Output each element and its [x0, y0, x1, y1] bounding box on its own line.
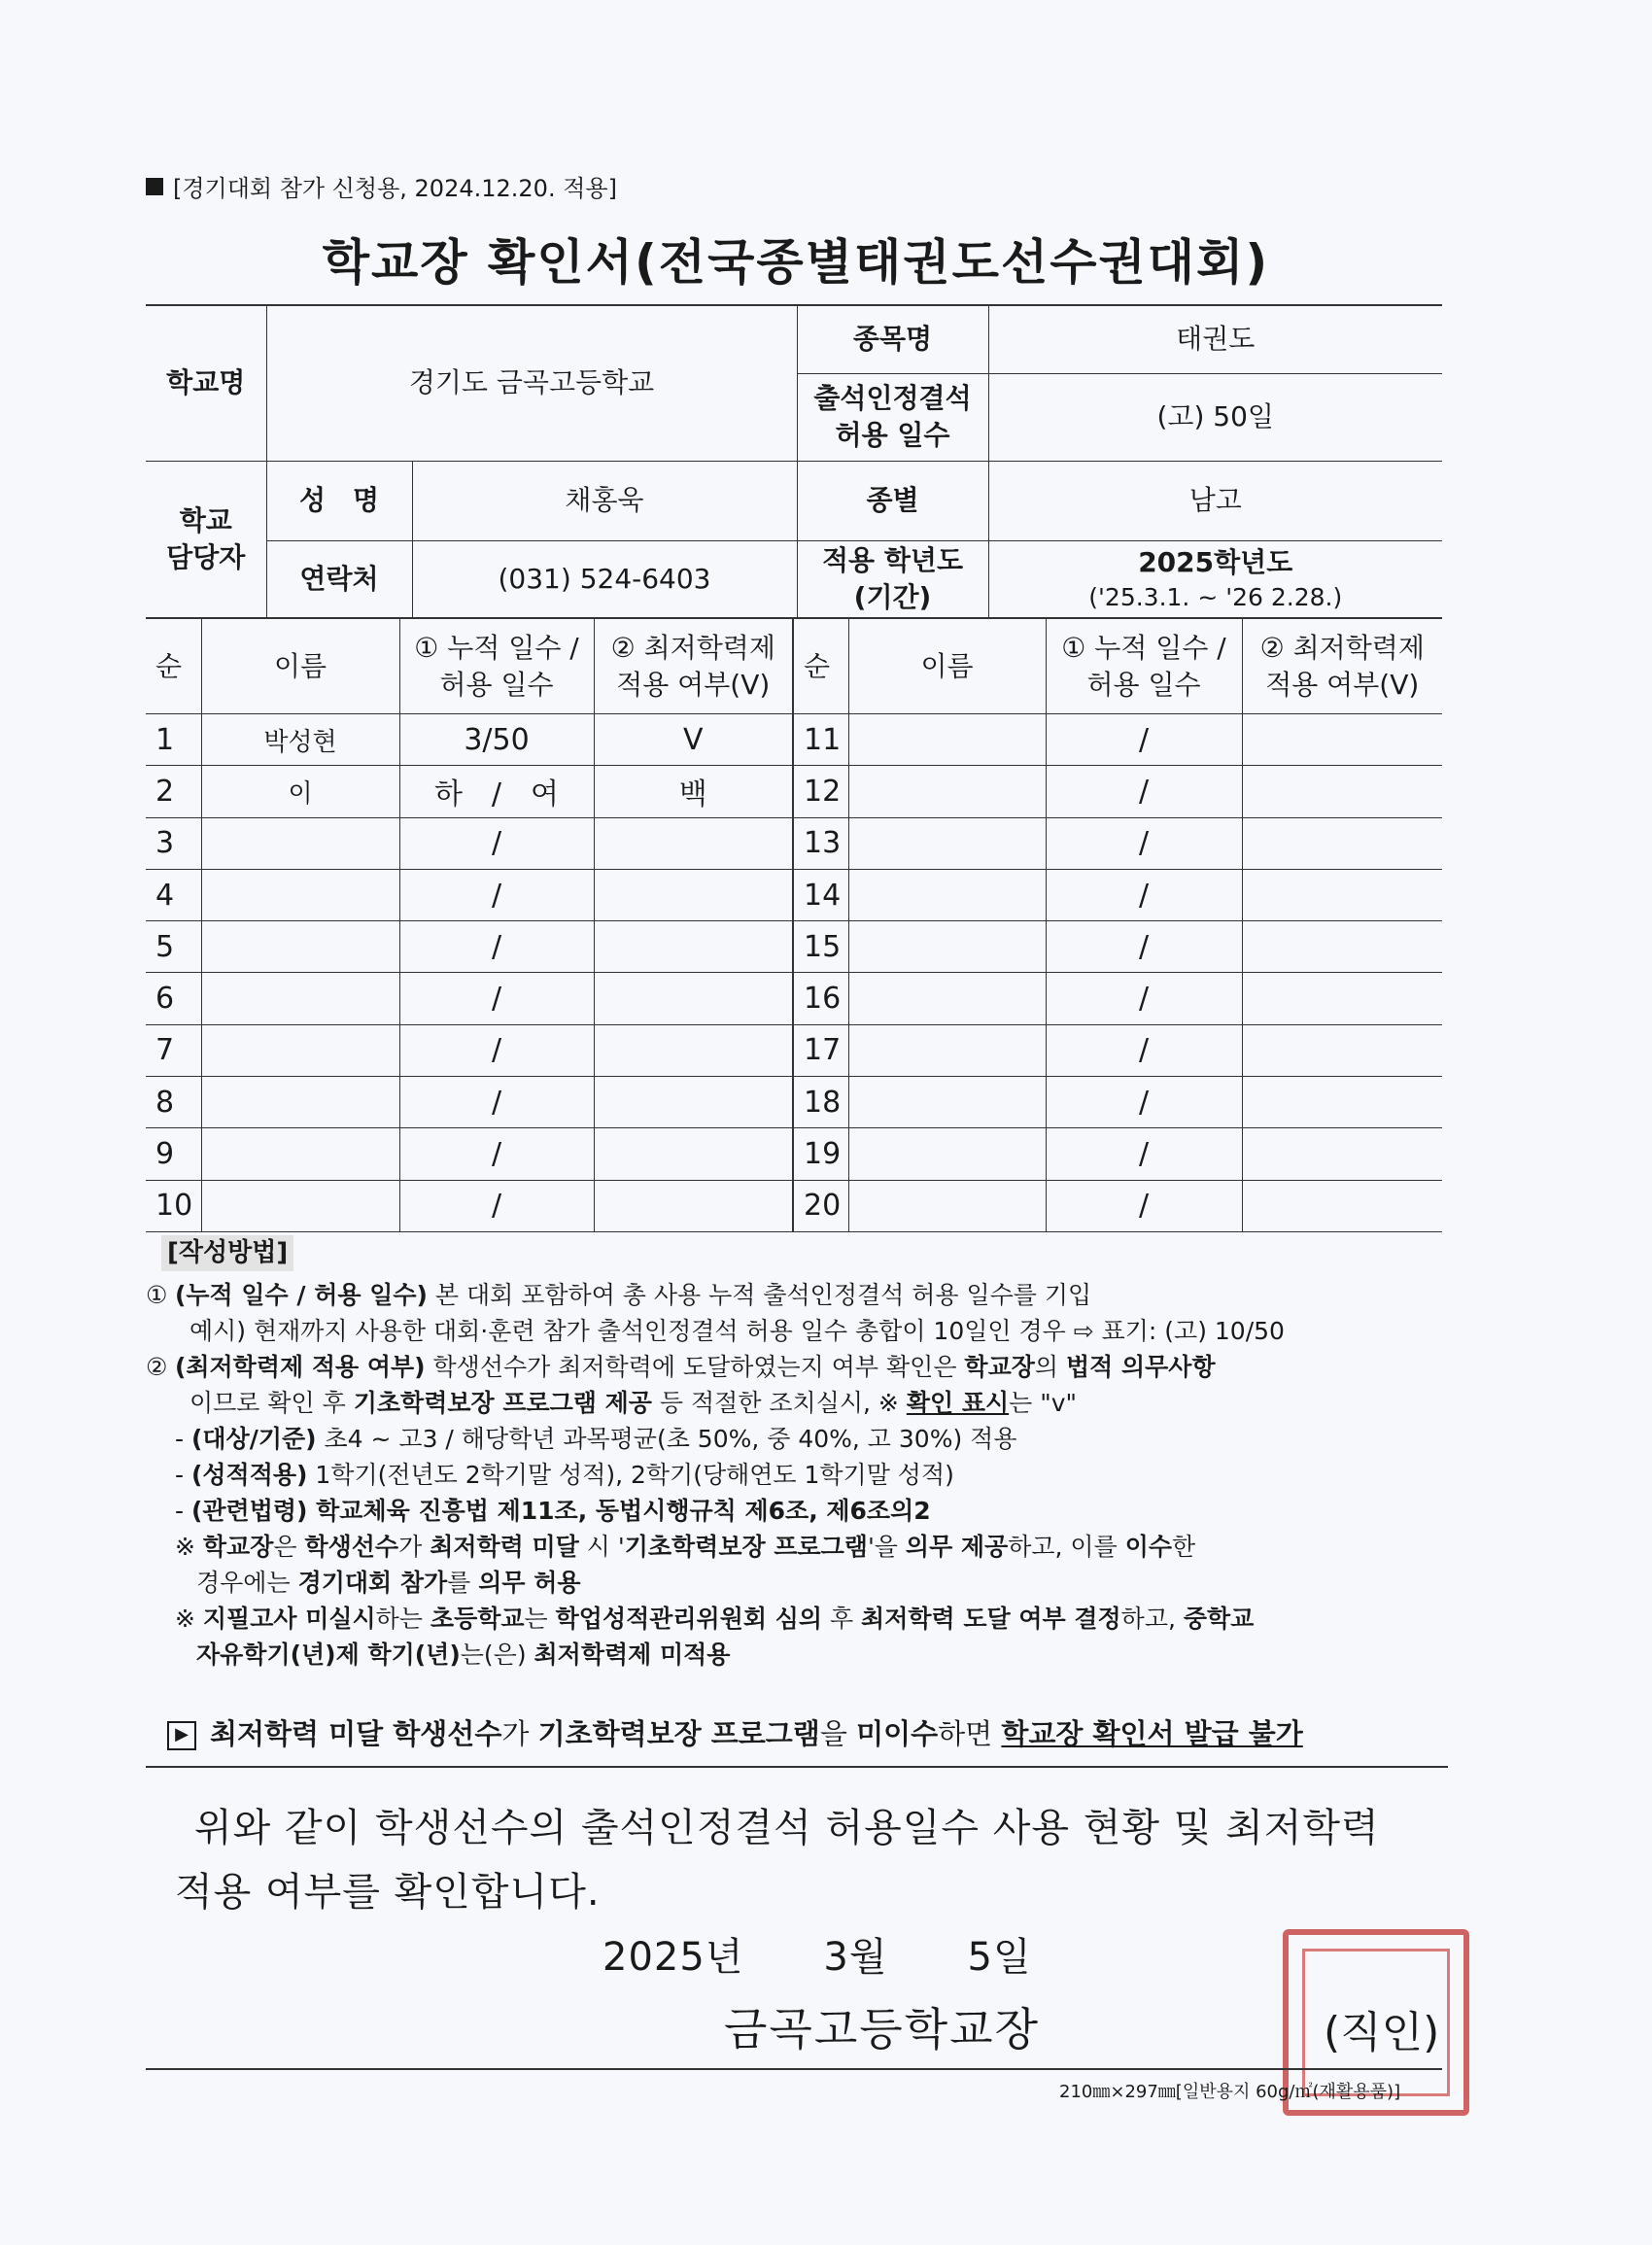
roster-days: 3/50 — [399, 714, 594, 766]
roster-name-2 — [848, 973, 1046, 1024]
instruction-2-bold-b: 학교장 — [964, 1353, 1035, 1381]
header-min — [594, 618, 793, 714]
arrow-box-icon: ▶ — [167, 1721, 196, 1750]
roster-no: 4 — [146, 869, 201, 920]
header-days-2 — [1046, 618, 1242, 714]
instruction-2-title: (최저학력제 적용 여부) — [174, 1353, 426, 1381]
roster-row — [146, 1128, 1442, 1180]
roster-min-2 — [1242, 1128, 1442, 1180]
roster-no-2: 20 — [793, 1180, 848, 1231]
instruction-2-line2 — [146, 1385, 1448, 1421]
roster-name-2 — [848, 1024, 1046, 1076]
roster-days-2: / — [1046, 921, 1242, 973]
roster-no-2: 18 — [793, 1077, 848, 1128]
roster-row — [146, 973, 1442, 1024]
roster-days: / — [399, 869, 594, 920]
roster-days: / — [399, 817, 594, 869]
note-1-line2-a: 경우에는 — [196, 1569, 298, 1597]
final-note-d: 을 — [819, 1717, 857, 1750]
roster-row — [146, 714, 1442, 766]
roster-days: 하 / 여 — [399, 766, 594, 817]
confirmation-line-2: 적용 여부를 확인합니다. — [175, 1870, 601, 1915]
roster-row — [146, 1180, 1442, 1231]
roster-no: 2 — [146, 766, 201, 817]
year-label-line1: 적용 학년도 — [822, 544, 963, 577]
roster-name-2 — [848, 714, 1046, 766]
issue-date: 2025년 3월 5일 — [602, 1935, 1032, 1980]
instruction-2-line2-bold: 기초학력보장 프로그램 제공 — [353, 1389, 652, 1417]
roster-days: / — [399, 973, 594, 1024]
note-2-line2-b: 는(은) — [460, 1641, 534, 1669]
roster-no-2: 14 — [793, 869, 848, 920]
instruction-1-title: (누적 일수 / 허용 일수) — [174, 1281, 428, 1309]
instruction-1-example: 예시) 현재까지 사용한 대회·훈련 참가 출석인정결석 허용 일수 총합이 10일인 경우 ⇨ 표기: (고) 10/50 — [189, 1317, 1285, 1345]
note-1-i: 의무 제공 — [905, 1533, 1009, 1561]
final-note-b: 가 — [501, 1717, 538, 1750]
header-min-2-line1: ② 최저학력제 — [1259, 631, 1425, 664]
final-note-c: 기초학력보장 프로그램 — [537, 1717, 820, 1750]
roster-no-2: 13 — [793, 817, 848, 869]
note-1-a: 학교장 — [202, 1533, 274, 1561]
manager-label-line2: 담당자 — [166, 541, 246, 573]
roster-name-2 — [848, 1128, 1046, 1180]
header-min-2-line2: 적용 여부(V) — [1265, 668, 1420, 701]
header-note-text: [경기대회 참가 신청용, 2024.12.20. 적용] — [173, 175, 617, 202]
roster-name: 박성현 — [201, 714, 399, 766]
roster-min — [594, 1077, 793, 1128]
note-1-e: 최저학력 미달 — [430, 1533, 579, 1561]
note-1-h: '을 — [867, 1533, 906, 1561]
note-2-c: 초등학교 — [430, 1605, 525, 1633]
instruction-sub-1 — [146, 1421, 1448, 1457]
absence-value: (고) 50일 — [988, 373, 1442, 461]
header-days-2-line1: ① 누적 일수 / — [1061, 631, 1226, 664]
instruction-2-line2-b: 등 적절한 조치실시, ※ — [651, 1389, 907, 1417]
instructions-heading: [작성방법] — [161, 1235, 293, 1271]
header-days-line1: ① 누적 일수 / — [414, 631, 579, 664]
year-period: ('25.3.1. ~ '26 2.28.) — [1088, 583, 1343, 612]
roster-name — [201, 921, 399, 973]
reference-mark-2: ※ — [175, 1605, 195, 1633]
roster-no-2: 15 — [793, 921, 848, 973]
note-2-f: 후 — [822, 1605, 862, 1633]
note-1-b: 은 — [273, 1533, 305, 1561]
roster-min-2 — [1242, 1024, 1442, 1076]
instruction-note-1-line2 — [146, 1565, 1448, 1601]
year-label-line2: (기간) — [853, 581, 932, 613]
roster-days: / — [399, 1180, 594, 1231]
instruction-2-text-b: 의 — [1034, 1353, 1066, 1381]
note-2-line2-c: 최저학력제 미적용 — [533, 1641, 731, 1669]
confirmation-text — [175, 1796, 1438, 1924]
roster-min — [594, 1024, 793, 1076]
roster-no: 8 — [146, 1077, 201, 1128]
roster-min-2 — [1242, 766, 1442, 817]
note-2-line2-a: 자유학기(년)제 학기(년) — [196, 1641, 461, 1669]
contact-value: (031) 524-6403 — [412, 540, 797, 618]
contact-label: 연락처 — [266, 540, 412, 618]
roster-days: / — [399, 1024, 594, 1076]
manager-label-line1: 학교 — [179, 504, 232, 537]
roster-name — [201, 1024, 399, 1076]
note-1-f: 시 ' — [578, 1533, 625, 1561]
roster-name — [201, 1077, 399, 1128]
roster-no: 7 — [146, 1024, 201, 1076]
absence-label-line2: 허용 일수 — [835, 419, 950, 451]
roster-min — [594, 817, 793, 869]
name-value: 채홍욱 — [412, 461, 797, 540]
sub-3-title: (관련법령) 학교체육 진흥법 제11조, 동법시행규칙 제6조, 제6조의2 — [190, 1497, 931, 1525]
instruction-2 — [146, 1349, 1448, 1385]
instruction-2-bold-c: 법적 의무사항 — [1065, 1353, 1216, 1381]
confirmation-line-1: 위와 같이 학생선수의 출석인정결석 허용일수 사용 현황 및 최저학력 — [194, 1806, 1380, 1850]
division-value: 남고 — [988, 461, 1442, 540]
roster-no-2: 17 — [793, 1024, 848, 1076]
instruction-note-2-line2 — [146, 1637, 1448, 1673]
header-days — [399, 618, 594, 714]
roster-no: 5 — [146, 921, 201, 973]
roster-no-2: 12 — [793, 766, 848, 817]
roster-name — [201, 1128, 399, 1180]
square-bullet-icon — [146, 178, 163, 195]
roster-no: 9 — [146, 1128, 201, 1180]
roster-days: / — [399, 1077, 594, 1128]
roster-no: 1 — [146, 714, 201, 766]
division-label: 종별 — [797, 461, 988, 540]
roster-min-2 — [1242, 921, 1442, 973]
roster-min-2 — [1242, 869, 1442, 920]
roster-no: 6 — [146, 973, 201, 1024]
roster-min-2 — [1242, 817, 1442, 869]
roster-name-2 — [848, 869, 1046, 920]
header-days-2-line2: 허용 일수 — [1086, 668, 1201, 701]
roster-days: / — [399, 921, 594, 973]
roster-name-2 — [848, 1180, 1046, 1231]
school-label: 학교명 — [146, 305, 266, 461]
roster-no-2: 19 — [793, 1128, 848, 1180]
roster-min — [594, 973, 793, 1024]
circled-two-icon: ② — [146, 1353, 168, 1381]
header-min-2 — [1242, 618, 1442, 714]
roster-no-2: 11 — [793, 714, 848, 766]
roster-min-2 — [1242, 1077, 1442, 1128]
note-1-j: 하고, 이를 — [1008, 1533, 1125, 1561]
note-1-line2-d: 의무 허용 — [478, 1569, 581, 1597]
note-2-h: 하고, — [1120, 1605, 1184, 1633]
instruction-note-2 — [146, 1601, 1448, 1637]
roster-name-2 — [848, 817, 1046, 869]
header-days-line2: 허용 일수 — [439, 668, 554, 701]
roster-no: 10 — [146, 1180, 201, 1231]
note-2-d: 는 — [524, 1605, 556, 1633]
final-note-a: 최저학력 미달 학생선수 — [210, 1717, 502, 1750]
event-value: 태권도 — [988, 305, 1442, 373]
note-2-a: 지필고사 미실시 — [202, 1605, 376, 1633]
final-note — [146, 1712, 1448, 1768]
reference-mark-1: ※ — [175, 1533, 195, 1561]
note-2-b: 하는 — [375, 1605, 430, 1633]
header-min-line2: 적용 여부(V) — [616, 668, 771, 701]
dash-2: - — [175, 1461, 185, 1489]
roster-name — [201, 869, 399, 920]
note-2-e: 학업성적관리위원회 심의 — [555, 1605, 822, 1633]
sub-2-title: (성적적용) — [190, 1461, 308, 1489]
name-label: 성 명 — [266, 461, 412, 540]
note-1-k: 이수 — [1124, 1533, 1172, 1561]
roster-no-2: 16 — [793, 973, 848, 1024]
event-label: 종목명 — [797, 305, 988, 373]
note-1-line2-c: 를 — [447, 1569, 479, 1597]
header-min-line1: ② 최저학력제 — [610, 631, 775, 664]
info-table — [146, 304, 1442, 619]
roster-min — [594, 1180, 793, 1231]
header-name: 이름 — [201, 618, 399, 714]
instruction-1 — [146, 1277, 1448, 1313]
dash-3: - — [175, 1497, 185, 1525]
roster-min — [594, 921, 793, 973]
roster-days-2: / — [1046, 766, 1242, 817]
seal-label: (직인) — [1324, 2008, 1440, 2057]
year-value-cell — [988, 540, 1442, 618]
header-note — [146, 169, 617, 203]
roster-name — [201, 1180, 399, 1231]
roster-min-2 — [1242, 714, 1442, 766]
roster-min — [594, 1128, 793, 1180]
roster-row — [146, 1077, 1442, 1128]
roster-days-2: / — [1046, 1024, 1242, 1076]
note-1-line2-b: 경기대회 참가 — [297, 1569, 448, 1597]
sub-1-title: (대상/기준) — [190, 1425, 317, 1453]
instruction-2-line2-c: 는 "v" — [1009, 1389, 1078, 1417]
manager-label — [146, 461, 266, 618]
roster-row — [146, 921, 1442, 973]
roster-row — [146, 766, 1442, 817]
roster-min — [594, 869, 793, 920]
document-title: 학교장 확인서(전국종별태권도선수권대회) — [322, 234, 1270, 291]
roster-min-2 — [1242, 973, 1442, 1024]
roster-name-2 — [848, 1077, 1046, 1128]
year-value: 2025학년도 — [1138, 546, 1293, 579]
sub-2-text: 1학기(전년도 2학기말 성적), 2학기(당해연도 1학기말 성적) — [307, 1461, 954, 1489]
final-note-e: 미이수 — [856, 1717, 939, 1750]
year-label — [797, 540, 988, 618]
dash-1: - — [175, 1425, 185, 1453]
paper-spec-note: 210㎜×297㎜[일반용지 60g/㎡(재활용품)] — [1059, 2082, 1401, 2102]
roster-days-2: / — [1046, 869, 1242, 920]
note-1-d: 가 — [398, 1533, 430, 1561]
header-name-2: 이름 — [848, 618, 1046, 714]
roster-name-2 — [848, 766, 1046, 817]
sub-1-text: 초4 ~ 고3 / 해당학년 과목평균(초 50%, 중 40%, 고 30%) 적용 — [316, 1425, 1017, 1453]
final-note-g: 학교장 확인서 발급 불가 — [1001, 1717, 1303, 1750]
roster-row — [146, 817, 1442, 869]
roster-days-2: / — [1046, 714, 1242, 766]
roster-min: 백 — [594, 766, 793, 817]
absence-label — [797, 373, 988, 461]
note-1-l: 한 — [1172, 1533, 1196, 1561]
roster-days-2: / — [1046, 1077, 1242, 1128]
final-note-f: 하면 — [938, 1717, 1002, 1750]
instruction-1-text: 본 대회 포함하여 총 사용 누적 출석인정결석 허용 일수를 기입 — [427, 1281, 1092, 1309]
roster-days-2: / — [1046, 817, 1242, 869]
note-1-g: 기초학력보장 프로그램 — [624, 1533, 868, 1561]
note-1-c: 학생선수 — [304, 1533, 399, 1561]
roster-days: / — [399, 1128, 594, 1180]
roster-days-2: / — [1046, 1128, 1242, 1180]
roster-min-2 — [1242, 1180, 1442, 1231]
absence-label-line1: 출석인정결석 — [813, 382, 972, 415]
roster-name — [201, 817, 399, 869]
note-2-g: 최저학력 도달 여부 결정 — [861, 1605, 1121, 1633]
instruction-2-line2-a: 이므로 확인 후 — [189, 1389, 354, 1417]
note-2-i: 중학교 — [1183, 1605, 1255, 1633]
instruction-2-line2-underline: 확인 표시 — [906, 1389, 1010, 1417]
roster-min: V — [594, 714, 793, 766]
instruction-2-text-a: 학생선수가 최저학력에 도달하였는지 여부 확인은 — [425, 1353, 965, 1381]
roster-days-2: / — [1046, 973, 1242, 1024]
instruction-sub-3 — [146, 1493, 1448, 1529]
roster-table — [146, 617, 1442, 1232]
school-value: 경기도 금곡고등학교 — [266, 305, 797, 461]
instruction-note-1 — [146, 1529, 1448, 1565]
roster-row — [146, 869, 1442, 920]
bottom-divider — [146, 2068, 1442, 2070]
instructions — [146, 1234, 1448, 1673]
roster-row — [146, 1024, 1442, 1076]
roster-name: 이 — [201, 766, 399, 817]
roster-days-2: / — [1046, 1180, 1242, 1231]
roster-no: 3 — [146, 817, 201, 869]
instruction-sub-2 — [146, 1457, 1448, 1493]
roster-name-2 — [848, 921, 1046, 973]
header-no-2: 순 — [793, 618, 848, 714]
header-no: 순 — [146, 618, 201, 714]
circled-one-icon: ① — [146, 1281, 168, 1309]
principal-name: 금곡고등학교장 — [724, 2003, 1041, 2055]
roster-name — [201, 973, 399, 1024]
roster-header-row — [146, 618, 1442, 714]
